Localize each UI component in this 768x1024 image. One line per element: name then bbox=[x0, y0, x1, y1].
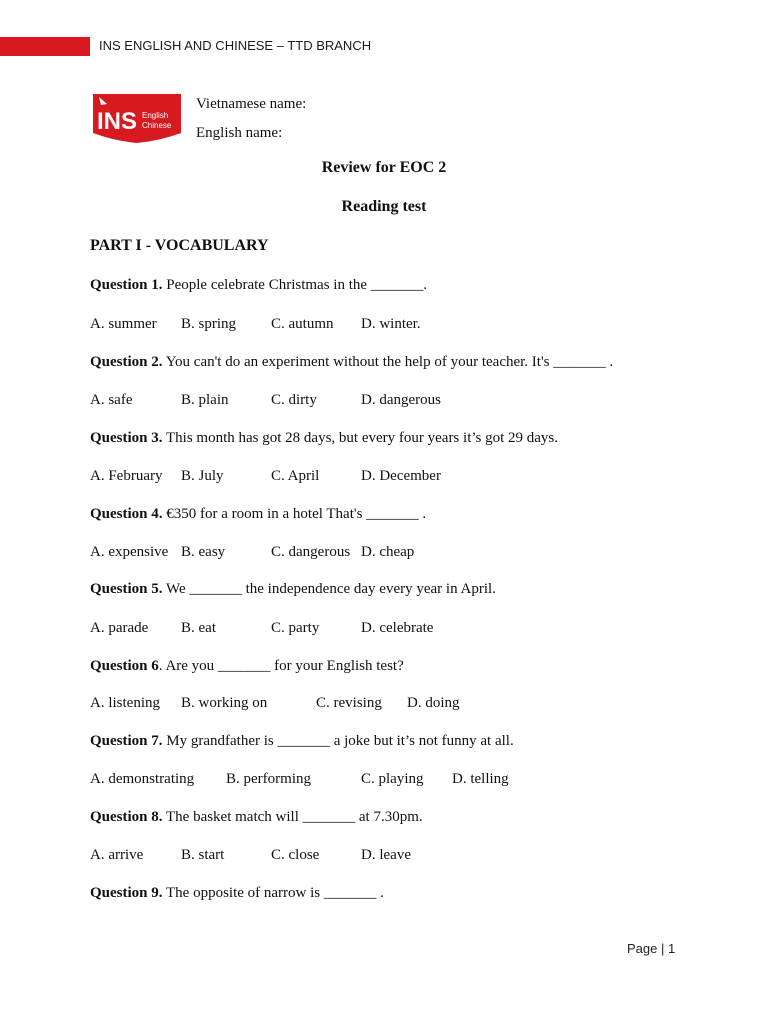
page-title: Review for EOC 2 bbox=[321, 159, 447, 176]
q6-option-a: A. listening bbox=[90, 695, 160, 711]
page-subtitle: Reading test bbox=[341, 198, 427, 215]
question-label: Question 7. bbox=[90, 733, 163, 749]
q3-option-d: D. December bbox=[361, 468, 441, 484]
question-label: Question 9. bbox=[90, 885, 163, 901]
question-label: Question 3. bbox=[90, 430, 163, 446]
q3-option-a: A. February bbox=[90, 468, 163, 484]
q2-option-a: A. safe bbox=[90, 392, 133, 408]
q7-option-d: D. telling bbox=[452, 771, 509, 787]
q4-option-d: D. cheap bbox=[361, 544, 415, 560]
q3-option-c: C. April bbox=[271, 468, 320, 484]
question-6 bbox=[90, 656, 404, 676]
question-label: Question 8. bbox=[90, 809, 163, 825]
q2-option-d: D. dangerous bbox=[361, 392, 441, 408]
q1-option-a: A. summer bbox=[90, 316, 157, 332]
header-branch-title: INS ENGLISH AND CHINESE – TTD BRANCH bbox=[99, 38, 372, 53]
svg-text:English: English bbox=[142, 111, 169, 120]
question-3 bbox=[90, 428, 558, 448]
question-text: People celebrate Christmas in the _______. bbox=[162, 277, 428, 293]
question-text: You can't do an experiment without the help of your teacher. It's _______ . bbox=[162, 354, 614, 370]
q1-option-c: C. autumn bbox=[271, 316, 334, 332]
header-accent-bar bbox=[0, 37, 90, 56]
question-text: The basket match will _______ at 7.30pm. bbox=[162, 809, 423, 825]
q7-option-a: A. demonstrating bbox=[90, 771, 195, 787]
english-name-label: English name: bbox=[196, 125, 283, 141]
question-4 bbox=[90, 504, 426, 524]
question-7 bbox=[90, 731, 514, 751]
question-1 bbox=[90, 275, 427, 295]
q2-option-b: B. plain bbox=[181, 392, 229, 408]
svg-text:INS: INS bbox=[97, 108, 138, 135]
q7-option-c: C. playing bbox=[361, 771, 424, 787]
q4-option-b: B. easy bbox=[181, 544, 226, 560]
page-number: Page | 1 bbox=[627, 941, 676, 956]
question-label: Question 6 bbox=[90, 658, 159, 674]
q5-option-d: D. celebrate bbox=[361, 620, 434, 636]
q4-option-c: C. dangerous bbox=[271, 544, 351, 560]
q1-option-d: D. winter. bbox=[361, 316, 421, 332]
question-label: Question 1. bbox=[90, 277, 163, 293]
part-heading: PART I - VOCABULARY bbox=[90, 237, 269, 254]
q6-option-d: D. doing bbox=[407, 695, 460, 711]
q3-option-b: B. July bbox=[181, 468, 224, 484]
ins-logo bbox=[91, 93, 183, 144]
q6-option-b: B. working on bbox=[181, 695, 268, 711]
question-8 bbox=[90, 807, 423, 827]
question-text: This month has got 28 days, but every four years it’s got 29 days. bbox=[162, 430, 559, 446]
q8-option-a: A. arrive bbox=[90, 847, 144, 863]
q5-option-b: B. eat bbox=[181, 620, 216, 636]
question-text: We _______ the independence day every year in April. bbox=[162, 581, 496, 597]
question-text: . Are you _______ for your English test? bbox=[158, 658, 404, 674]
vietnamese-name-label: Vietnamese name: bbox=[196, 96, 307, 112]
question-text: My grandfather is _______ a joke but it’s not funny at all. bbox=[162, 733, 514, 749]
svg-text:Chinese: Chinese bbox=[142, 121, 172, 130]
q2-option-c: C. dirty bbox=[271, 392, 317, 408]
question-text: €350 for a room in a hotel That's _______ . bbox=[162, 506, 427, 522]
question-5 bbox=[90, 579, 496, 599]
q8-option-c: C. close bbox=[271, 847, 320, 863]
question-label: Question 2. bbox=[90, 354, 163, 370]
question-9 bbox=[90, 883, 384, 903]
q5-option-a: A. parade bbox=[90, 620, 149, 636]
question-2 bbox=[90, 352, 613, 372]
q7-option-b: B. performing bbox=[226, 771, 311, 787]
q8-option-b: B. start bbox=[181, 847, 225, 863]
q8-option-d: D. leave bbox=[361, 847, 411, 863]
q1-option-b: B. spring bbox=[181, 316, 237, 332]
question-label: Question 4. bbox=[90, 506, 163, 522]
question-label: Question 5. bbox=[90, 581, 163, 597]
q5-option-c: C. party bbox=[271, 620, 320, 636]
question-text: The opposite of narrow is _______ . bbox=[162, 885, 384, 901]
q6-option-c: C. revising bbox=[316, 695, 382, 711]
q4-option-a: A. expensive bbox=[90, 544, 169, 560]
